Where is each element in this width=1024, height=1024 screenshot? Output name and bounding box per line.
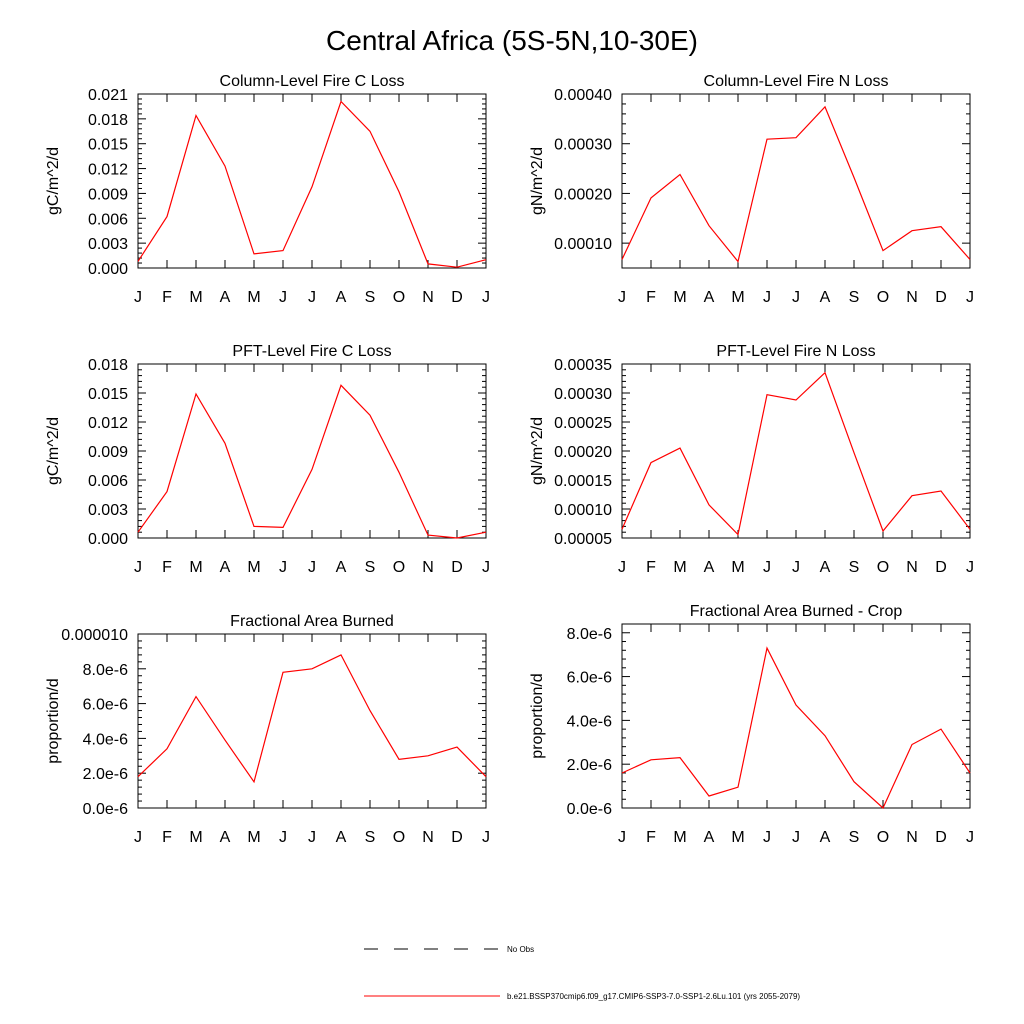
x-tick-label: O — [876, 289, 890, 306]
x-tick-label: F — [646, 289, 656, 306]
y-axis-label: gN/m^2/d — [529, 417, 546, 485]
x-tick-label: M — [247, 829, 261, 846]
x-tick-label: N — [422, 559, 434, 576]
series-line — [622, 107, 970, 262]
series-line — [138, 655, 486, 782]
x-tick-label: M — [247, 559, 261, 576]
x-tick-label: S — [364, 559, 376, 576]
y-axis-label: proportion/d — [45, 678, 62, 764]
chart-panel-2 — [529, 73, 974, 306]
chart-panel-6 — [529, 603, 974, 846]
x-tick-label: M — [673, 829, 687, 846]
x-tick-label: O — [392, 559, 406, 576]
x-tick-label: J — [308, 829, 316, 846]
x-tick-label: N — [906, 289, 918, 306]
y-tick-label: 8.0e-6 — [82, 661, 128, 679]
y-tick-label: 6.0e-6 — [566, 669, 612, 687]
x-tick-label: J — [966, 289, 974, 306]
y-tick-label: 2.0e-6 — [82, 766, 128, 784]
y-tick-label: 0.00005 — [554, 531, 612, 548]
x-tick-label: D — [935, 559, 947, 576]
y-axis-label: proportion/d — [529, 673, 546, 759]
panel-title: PFT-Level Fire N Loss — [716, 343, 876, 360]
x-tick-label: J — [482, 829, 490, 846]
legend-label: No Obs — [507, 945, 535, 954]
chart-panel-4 — [529, 343, 974, 576]
x-tick-label: A — [703, 559, 715, 576]
x-tick-label: M — [731, 559, 745, 576]
plot-frame — [138, 634, 486, 808]
y-axis-label: gC/m^2/d — [45, 147, 62, 215]
x-tick-label: D — [451, 559, 463, 576]
x-tick-label: A — [335, 559, 347, 576]
y-tick-label: 0.006 — [87, 211, 128, 229]
x-tick-label: D — [935, 829, 947, 846]
x-tick-label: D — [935, 289, 947, 306]
figure-title: Central Africa (5S-5N,10-30E) — [326, 25, 698, 56]
x-tick-label: A — [335, 289, 347, 306]
x-tick-label: M — [731, 829, 745, 846]
x-tick-label: D — [451, 829, 463, 846]
y-tick-label: 0.00020 — [554, 186, 612, 204]
y-tick-label: 0.006 — [87, 473, 128, 490]
x-tick-label: F — [162, 829, 172, 846]
y-tick-label: 0.012 — [87, 161, 128, 179]
y-tick-label: 0.003 — [87, 236, 128, 254]
x-tick-label: J — [279, 559, 287, 576]
y-tick-label: 4.0e-6 — [82, 731, 128, 749]
x-tick-label: J — [763, 289, 771, 306]
x-tick-label: A — [335, 829, 347, 846]
y-tick-label: 0.009 — [87, 186, 128, 204]
y-tick-label: 0.012 — [87, 415, 128, 432]
plot-frame — [138, 364, 486, 538]
x-tick-label: F — [162, 559, 172, 576]
x-tick-label: S — [848, 829, 860, 846]
x-tick-label: J — [618, 289, 626, 306]
x-tick-label: A — [219, 289, 231, 306]
x-tick-label: N — [422, 289, 434, 306]
x-tick-label: O — [876, 829, 890, 846]
y-tick-label: 0.00020 — [554, 444, 612, 461]
plot-frame — [622, 94, 970, 268]
x-tick-label: M — [731, 289, 745, 306]
x-tick-label: A — [703, 829, 715, 846]
plot-frame — [622, 624, 970, 808]
panel-title: Column-Level Fire C Loss — [219, 73, 405, 90]
x-tick-label: J — [482, 289, 490, 306]
x-tick-label: J — [792, 829, 800, 846]
x-tick-label: J — [279, 289, 287, 306]
y-tick-label: 0.021 — [87, 87, 128, 104]
y-tick-label: 0.003 — [87, 502, 128, 519]
y-tick-label: 0.00035 — [554, 357, 612, 374]
y-tick-label: 0.018 — [87, 357, 128, 374]
x-tick-label: F — [646, 829, 656, 846]
x-tick-label: J — [308, 289, 316, 306]
x-tick-label: J — [792, 559, 800, 576]
x-tick-label: M — [189, 289, 203, 306]
y-tick-label: 0.0e-6 — [566, 801, 612, 818]
x-tick-label: J — [279, 829, 287, 846]
x-tick-label: A — [819, 559, 831, 576]
x-tick-label: M — [247, 289, 261, 306]
y-tick-label: 0.018 — [87, 111, 128, 129]
x-tick-label: F — [162, 289, 172, 306]
y-tick-label: 0.009 — [87, 444, 128, 461]
x-tick-label: J — [792, 289, 800, 306]
legend — [364, 945, 800, 1001]
y-tick-label: 0.00010 — [554, 236, 612, 254]
x-tick-label: S — [364, 289, 376, 306]
series-line — [622, 373, 970, 535]
x-tick-label: A — [819, 289, 831, 306]
x-tick-label: F — [646, 559, 656, 576]
chart-panel-3 — [45, 343, 490, 576]
x-tick-label: J — [134, 289, 142, 306]
y-axis-label: gC/m^2/d — [45, 417, 62, 485]
x-tick-label: J — [308, 559, 316, 576]
panel-title: Fractional Area Burned — [230, 613, 394, 630]
x-tick-label: N — [906, 559, 918, 576]
plot-frame — [138, 94, 486, 268]
y-tick-label: 0.0e-6 — [82, 801, 128, 818]
panel-title: PFT-Level Fire C Loss — [232, 343, 392, 360]
y-tick-label: 0.00025 — [554, 415, 612, 432]
panels-group — [45, 73, 974, 846]
x-tick-label: J — [134, 559, 142, 576]
panel-title: Column-Level Fire N Loss — [703, 73, 889, 90]
x-tick-label: A — [703, 289, 715, 306]
x-tick-label: J — [966, 559, 974, 576]
y-tick-label: 0.000 — [87, 531, 128, 548]
chart-panel-1 — [45, 73, 490, 306]
y-tick-label: 0.015 — [87, 386, 128, 403]
y-tick-label: 0.015 — [87, 136, 128, 154]
y-tick-label: 0.00030 — [554, 386, 612, 403]
x-tick-label: J — [763, 559, 771, 576]
x-tick-label: M — [189, 829, 203, 846]
x-tick-label: J — [618, 559, 626, 576]
x-tick-label: N — [906, 829, 918, 846]
y-tick-label: 6.0e-6 — [82, 696, 128, 714]
x-tick-label: O — [876, 559, 890, 576]
x-tick-label: M — [189, 559, 203, 576]
x-tick-label: J — [618, 829, 626, 846]
x-tick-label: J — [966, 829, 974, 846]
x-tick-label: N — [422, 829, 434, 846]
x-tick-label: J — [482, 559, 490, 576]
y-tick-label: 0.00015 — [554, 473, 612, 490]
y-tick-label: 0.000010 — [61, 627, 128, 644]
y-tick-label: 0.000 — [87, 261, 128, 278]
x-tick-label: A — [219, 559, 231, 576]
x-tick-label: D — [451, 289, 463, 306]
x-tick-label: A — [219, 829, 231, 846]
y-tick-label: 8.0e-6 — [566, 625, 612, 643]
series-line — [138, 385, 486, 538]
panel-title: Fractional Area Burned - Crop — [689, 603, 903, 620]
x-tick-label: S — [364, 829, 376, 846]
y-tick-label: 4.0e-6 — [566, 713, 612, 731]
y-tick-label: 0.00030 — [554, 136, 612, 154]
y-tick-label: 2.0e-6 — [566, 757, 612, 775]
y-axis-label: gN/m^2/d — [529, 147, 546, 215]
x-tick-label: M — [673, 559, 687, 576]
y-tick-label: 0.00040 — [554, 87, 612, 104]
chart-panel-5 — [45, 613, 490, 846]
x-tick-label: J — [763, 829, 771, 846]
y-tick-label: 0.00010 — [554, 502, 612, 519]
x-tick-label: A — [819, 829, 831, 846]
series-line — [138, 102, 486, 268]
x-tick-label: S — [848, 559, 860, 576]
x-tick-label: M — [673, 289, 687, 306]
x-tick-label: O — [392, 829, 406, 846]
x-tick-label: O — [392, 289, 406, 306]
x-tick-label: S — [848, 289, 860, 306]
legend-label: b.e21.BSSP370cmip6.f09_g17.CMIP6-SSP3-7.0-SSP1-2.6Lu.101 (yrs 2055-2079) — [507, 992, 801, 1001]
x-tick-label: J — [134, 829, 142, 846]
series-line — [622, 648, 970, 808]
